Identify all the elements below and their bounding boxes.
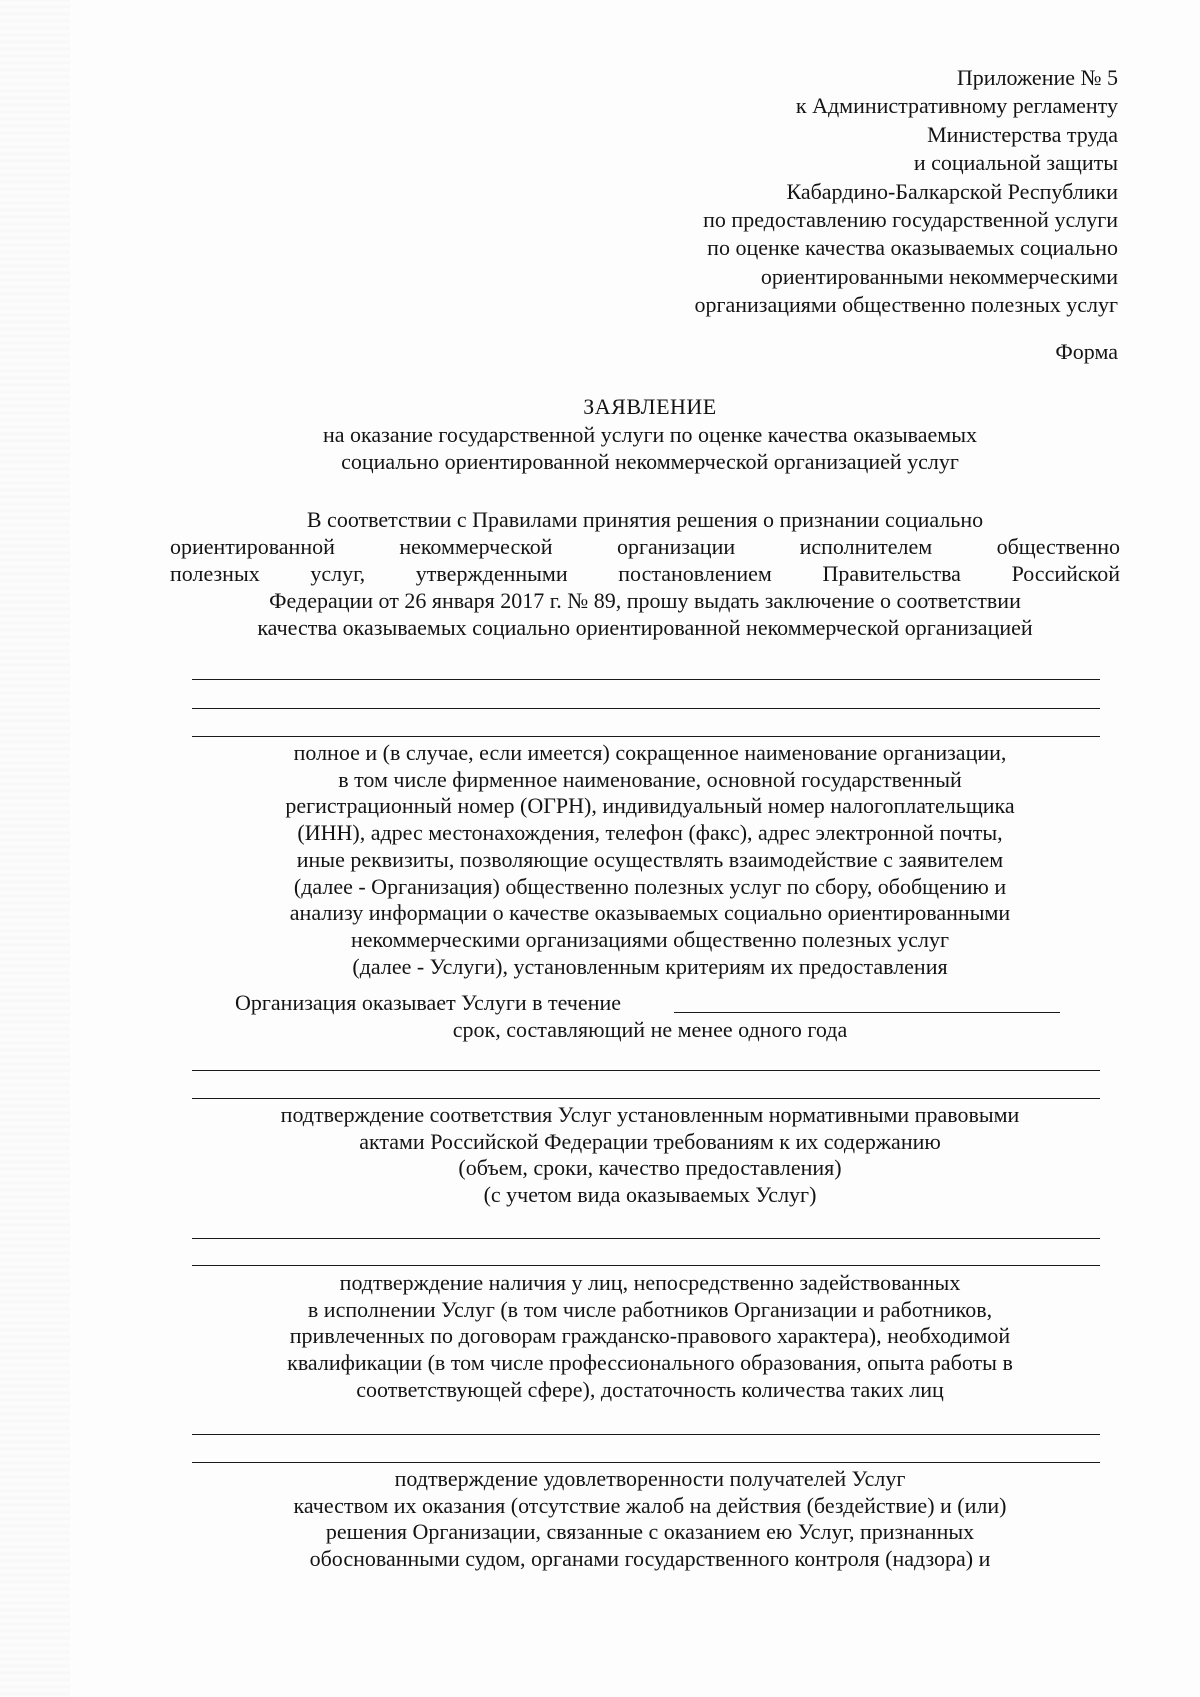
org-fill-line[interactable] <box>192 679 1100 680</box>
intro-line: полезных услуг, утвержденными постановлением Правительства Российской <box>170 561 1120 586</box>
hint-line: (ИНН), адрес местонахождения, телефон (факс), адрес электронной почты, <box>297 820 1003 846</box>
hint-line: регистрационный номер (ОГРН), индивидуальный номер налогоплательщика <box>285 793 1015 819</box>
satisfaction-fill-line[interactable] <box>192 1462 1100 1463</box>
hint-line: соответствующей сфере), достаточность количества таких лиц <box>356 1376 944 1402</box>
hint-line: привлеченных по договорам гражданско-правового характера), необходимой <box>289 1323 1011 1349</box>
term-fill-line[interactable] <box>674 1012 1060 1013</box>
hint-line: анализу информации о качестве оказываемых социально ориентированными <box>289 900 1011 926</box>
term-caption: срок, составляющий не менее одного года <box>452 1017 848 1042</box>
appendix-line: по предоставлению государственной услуги <box>703 207 1118 233</box>
appendix-line: и социальной защиты <box>913 150 1118 176</box>
appendix-header <box>558 64 1118 320</box>
satisfaction-fill-line[interactable] <box>192 1434 1100 1435</box>
hint-line: (с учетом вида оказываемых Услуг) <box>483 1182 817 1208</box>
hint-line: иные реквизиты, позволяющие осуществлять взаимодействие с заявителем <box>296 846 1004 872</box>
hint-line: подтверждение удовлетворенности получателей Услуг <box>394 1466 906 1491</box>
appendix-line: к Административному регламенту <box>795 93 1118 119</box>
staff-field-hint <box>190 1270 1110 1404</box>
conformity-fill-line[interactable] <box>192 1098 1100 1099</box>
document-title <box>190 393 1110 420</box>
org-fill-line[interactable] <box>192 736 1100 737</box>
conformity-fill-line[interactable] <box>192 1070 1100 1071</box>
appendix-line: ориентированными некоммерческими <box>760 263 1118 289</box>
intro-line: Федерации от 26 января 2017 г. № 89, прошу выдать заключение о соответствии <box>269 588 1021 613</box>
scan-edge-shading <box>0 0 70 1697</box>
org-fill-line[interactable] <box>192 708 1100 709</box>
appendix-line: Министерства труда <box>927 121 1118 147</box>
hint-line: квалификации (в том числе профессионального образования, опыта работы в <box>287 1350 1013 1376</box>
appendix-line: по оценке качества оказываемых социально <box>707 235 1118 261</box>
hint-line: в том числе фирменное наименование, основной государственный <box>338 766 962 792</box>
conformity-field-hint <box>190 1102 1110 1209</box>
form-label: Форма <box>1055 339 1118 364</box>
satisfaction-field-hint <box>190 1466 1110 1573</box>
appendix-line: Приложение № 5 <box>956 65 1118 90</box>
hint-line: подтверждение наличия у лиц, непосредственно задействованных <box>339 1270 961 1295</box>
hint-line: качеством их оказания (отсутствие жалоб на действия (бездействие) и (или) <box>293 1492 1007 1518</box>
staff-fill-line[interactable] <box>192 1238 1100 1239</box>
appendix-line: Кабардино-Балкарской Республики <box>786 178 1118 204</box>
hint-line: некоммерческими организациями общественно полезных услуг <box>350 926 950 952</box>
intro-line: В соответствии с Правилами принятия решения о признании социально <box>306 507 984 532</box>
hint-line: обоснованными судом, органами государственного контроля (надзора) и <box>309 1546 991 1572</box>
hint-line: актами Российской Федерации требованиям к их содержанию <box>359 1128 941 1154</box>
hint-line: подтверждение соответствия Услуг установленным нормативными правовыми <box>280 1102 1020 1127</box>
intro-line: качества оказываемых социально ориентированной некоммерческой организацией <box>257 615 1033 640</box>
appendix-line: организациями общественно полезных услуг <box>694 292 1118 318</box>
hint-line: в исполнении Услуг (в том числе работников Организации и работников, <box>307 1296 993 1322</box>
intro-line: ориентированной некоммерческой организации исполнителем общественно <box>170 534 1120 559</box>
subtitle-line: на оказание государственной услуги по оценке качества оказываемых <box>322 422 978 447</box>
org-field-hint <box>190 740 1110 980</box>
subtitle-line: социально ориентированной некоммерческой организацией услуг <box>341 449 959 474</box>
intro-paragraph <box>170 506 1120 641</box>
title-text: ЗАЯВЛЕНИЕ <box>583 394 717 419</box>
staff-fill-line[interactable] <box>192 1265 1100 1266</box>
hint-line: (далее - Услуги), установленным критериям их предоставления <box>352 953 948 979</box>
hint-line: (далее - Организация) общественно полезных услуг по сбору, обобщению и <box>293 873 1007 899</box>
document-subtitle <box>190 421 1110 475</box>
hint-line: (объем, сроки, качество предоставления) <box>458 1155 842 1181</box>
hint-line: решения Организации, связанные с оказанием ею Услуг, признанных <box>325 1519 975 1545</box>
term-label: Организация оказывает Услуги в течение <box>235 990 622 1015</box>
hint-line: полное и (в случае, если имеется) сокращенное наименование организации, <box>293 740 1007 765</box>
